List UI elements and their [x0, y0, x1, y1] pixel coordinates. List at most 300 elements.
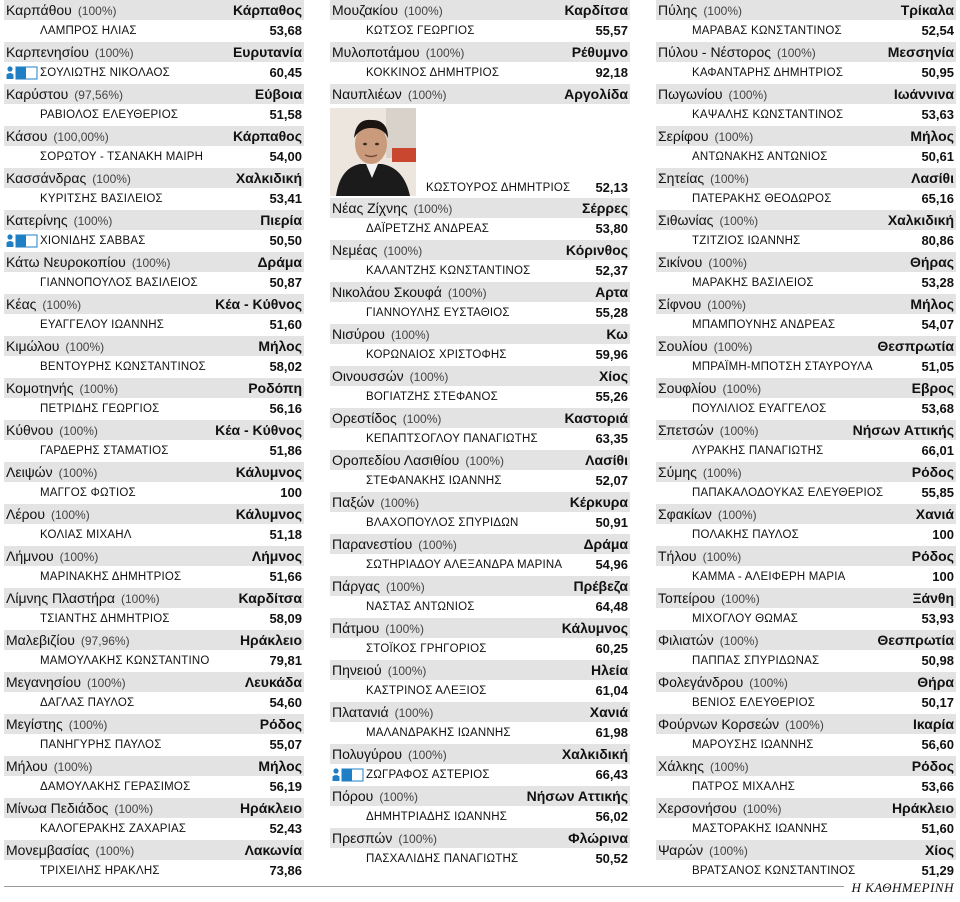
- result-entry: [656, 42, 956, 84]
- mayor-name: ΣΤΟΪΚΟΣ ΓΡΗΓΟΡΙΟΣ: [366, 643, 487, 655]
- result-entry: [656, 672, 956, 714]
- coverage-percent: (100%): [703, 4, 742, 18]
- coverage-percent: (100%): [379, 790, 418, 804]
- municipality-label: Μεγανησίου: [6, 674, 81, 690]
- municipality-label: Σφακίων: [658, 506, 712, 522]
- vote-percentage: 54,96: [595, 557, 628, 572]
- prefecture-name: Καρδίτσα: [564, 2, 628, 18]
- coverage-percent: (100%): [131, 256, 171, 270]
- municipality-label: Καρπενησίου: [6, 44, 89, 60]
- vote-percentage: 53,28: [921, 275, 954, 290]
- coverage-percent: (100%): [53, 760, 93, 774]
- municipality-label: Σιθωνίας: [658, 212, 714, 228]
- municipality-name: [658, 337, 752, 356]
- mayor-name: ΚΑΨΑΛΗΣ ΚΩΝΣΤΑΝΤΙΝΟΣ: [692, 109, 844, 121]
- prefecture-name: Ευρυτανία: [232, 44, 302, 60]
- prefecture-name: Μήλος: [910, 128, 954, 144]
- mayor-name: ΤΡΙΧΕΙΛΗΣ ΗΡΑΚΛΗΣ: [40, 865, 160, 877]
- municipality-name: [658, 253, 747, 272]
- municipality-name: [6, 715, 107, 734]
- municipality-name: [6, 841, 134, 860]
- municipality-name: [658, 547, 741, 566]
- result-entry: [330, 576, 630, 618]
- mayor-name: ΚΑΦΑΝΤΑΡΗΣ ΔΗΜΗΤΡΙΟΣ: [692, 67, 844, 79]
- municipality-label: Φολεγάνδρου: [658, 674, 744, 690]
- municipality-name: [332, 703, 433, 722]
- result-entry: [656, 630, 956, 672]
- municipality-label: Κομοτηνής: [6, 380, 74, 396]
- results-column-2: [330, 0, 630, 870]
- municipality-label: Νεμέας: [332, 242, 378, 258]
- municipality-label: Φούρνων Κορσεών: [658, 716, 780, 732]
- coverage-percent: (100%): [404, 4, 443, 18]
- vote-percentage: 100: [932, 527, 954, 542]
- mayor-name: ΣΟΥΛΙΩΤΗΣ ΝΙΚΟΛΑΟΣ: [40, 67, 170, 79]
- municipality-label: Πλατανιά: [332, 704, 389, 720]
- mayor-name: ΝΑΣΤΑΣ ΑΝΤΩΝΙΟΣ: [366, 601, 475, 613]
- result-entry: [330, 828, 630, 870]
- coverage-percent: (100%): [719, 634, 759, 648]
- result-entry: [656, 252, 956, 294]
- municipality-label: Παξών: [332, 494, 375, 510]
- mayor-name: ΒΡΑΤΣΑΝΟΣ ΚΩΝΣΤΑΝΤΙΝΟΣ: [692, 865, 856, 877]
- municipality-name: [658, 841, 748, 860]
- prefecture-name: Ροδόπη: [248, 380, 302, 396]
- municipality-name: [332, 409, 441, 428]
- result-entry: [4, 840, 304, 882]
- municipality-name: [6, 211, 112, 230]
- municipality-label: Πύλου - Νέστορος: [658, 44, 772, 60]
- result-entry: [656, 840, 956, 882]
- result-entry: [4, 168, 304, 210]
- prefecture-name: Λήμνος: [251, 548, 302, 564]
- municipality-label: Χάλκης: [658, 758, 704, 774]
- result-entry: [4, 630, 304, 672]
- prefecture-name: Ρόδος: [259, 716, 302, 732]
- vote-percentage: 54,60: [269, 695, 302, 710]
- mayor-name: ΒΕΝΙΟΣ ΕΛΕΥΘΕΡΙΟΣ: [692, 697, 816, 709]
- mayor-name: ΜΑΜΟΥΛΑΚΗΣ ΚΩΝΣΤΑΝΤΙΝΟ: [40, 655, 210, 667]
- coverage-percent: (100%): [383, 244, 423, 258]
- mayor-name: ΜΠΑΜΠΟΥΝΗΣ ΑΝΔΡΕΑΣ: [692, 319, 836, 331]
- municipality-name: [332, 199, 452, 218]
- result-entry: [4, 714, 304, 756]
- result-entry: [656, 336, 956, 378]
- prefecture-name: Κάρπαθος: [232, 128, 302, 144]
- coverage-percent: (100%): [728, 88, 768, 102]
- municipality-label: Καρπάθου: [6, 2, 72, 18]
- prefecture-name: Λακωνία: [244, 842, 302, 858]
- coverage-percent: (100%): [714, 130, 754, 144]
- coverage-percent: (100%): [380, 496, 420, 510]
- vote-percentage: 53,63: [921, 107, 954, 122]
- result-entry: [656, 126, 956, 168]
- vote-percentage: 53,93: [921, 611, 954, 626]
- mayor-name: ΠΑΤΡΟΣ ΜΙΧΑΛΗΣ: [692, 781, 796, 793]
- result-entry: [4, 378, 304, 420]
- result-entry: [656, 168, 956, 210]
- coverage-percent: (100%): [465, 454, 505, 468]
- mayor-name: ΚΟΚΚΙΝΟΣ ΔΗΜΗΤΡΙΟΣ: [366, 67, 500, 79]
- municipality-name: [6, 169, 131, 188]
- vote-percentage: 60,45: [269, 65, 302, 80]
- municipality-name: [332, 325, 430, 344]
- prefecture-name: Ηράκλειο: [891, 800, 954, 816]
- prefecture-name: Ικαρία: [913, 716, 954, 732]
- coverage-percent: (100%): [742, 802, 782, 816]
- coverage-percent: (100%): [59, 550, 99, 564]
- coverage-percent: (100%): [387, 664, 427, 678]
- prefecture-name: Κέα - Κύθνος: [215, 296, 302, 312]
- municipality-name: [658, 631, 758, 650]
- mayor-name: ΣΟΡΩΤΟΥ - ΤΣΑΝΑΚΗ ΜΑΙΡΗ: [40, 151, 204, 163]
- coverage-percent: (100%): [709, 760, 749, 774]
- mayor-portrait: [330, 108, 416, 196]
- prefecture-name: Κω: [606, 326, 628, 342]
- vote-percentage: 52,13: [595, 180, 628, 195]
- prefecture-name: Λασίθι: [911, 170, 954, 186]
- result-entry: [4, 294, 304, 336]
- party-flag-icon: [6, 234, 38, 248]
- result-entry: [656, 294, 956, 336]
- mayor-name: ΠΟΛΑΚΗΣ ΠΑΥΛΟΣ: [692, 529, 799, 541]
- coverage-percent: (100%): [713, 340, 753, 354]
- municipality-name: [6, 463, 97, 482]
- vote-percentage: 79,81: [269, 653, 302, 668]
- vote-percentage: 61,98: [595, 725, 628, 740]
- coverage-percent: (100%): [749, 676, 788, 690]
- prefecture-name: Εύβοια: [254, 86, 302, 102]
- mayor-name: ΛΑΜΠΡΟΣ ΗΛΙΑΣ: [40, 25, 137, 37]
- mayor-name: ΕΥΑΓΓΕΛΟΥ ΙΩΑΝΝΗΣ: [40, 319, 165, 331]
- prefecture-name: Εβρος: [911, 380, 954, 396]
- vote-percentage: 50,50: [269, 233, 302, 248]
- municipality-label: Φιλιατών: [658, 632, 714, 648]
- municipality-label: Πύλης: [658, 2, 698, 18]
- municipality-name: [658, 757, 749, 776]
- mayor-name: ΒΟΓΙΑΤΖΗΣ ΣΤΕΦΑΝΟΣ: [366, 391, 498, 403]
- footer-divider: [4, 886, 844, 887]
- prefecture-name: Χανιά: [915, 506, 954, 522]
- municipality-label: Χερσονήσου: [658, 800, 737, 816]
- result-entry: [4, 504, 304, 546]
- vote-percentage: 56,19: [269, 779, 302, 794]
- vote-percentage: 54,07: [921, 317, 954, 332]
- municipality-label: Μήλου: [6, 758, 48, 774]
- municipality-name: [6, 295, 81, 314]
- result-entry: [330, 492, 630, 534]
- prefecture-name: Θεσπρωτία: [877, 338, 954, 354]
- municipality-name: [658, 169, 749, 188]
- result-entry: [656, 546, 956, 588]
- result-entry: [330, 660, 630, 702]
- mayor-name: ΖΩΓΡΑΦΟΣ ΑΣΤΕΡΙΟΣ: [366, 769, 490, 781]
- prefecture-name: Λασίθι: [585, 452, 628, 468]
- municipality-label: Κέας: [6, 296, 37, 312]
- prefecture-name: Ρόδος: [911, 464, 954, 480]
- result-entry: [656, 378, 956, 420]
- mayor-name: ΜΑΡΑΚΗΣ ΒΑΣΙΛΕΙΟΣ: [692, 277, 814, 289]
- municipality-label: Σίφνου: [658, 296, 702, 312]
- mayor-name: ΠΕΤΡΙΔΗΣ ΓΕΩΡΓΙΟΣ: [40, 403, 160, 415]
- vote-percentage: 51,05: [921, 359, 954, 374]
- result-entry: [330, 0, 630, 42]
- municipality-label: Μυλοποτάμου: [332, 44, 420, 60]
- municipality-name: [332, 43, 464, 62]
- municipality-label: Πάργας: [332, 578, 381, 594]
- coverage-percent: (100%): [402, 412, 442, 426]
- mayor-name: ΜΑΣΤΟΡΑΚΗΣ ΙΩΑΝΝΗΣ: [692, 823, 828, 835]
- municipality-name: [658, 799, 782, 818]
- municipality-name: [658, 379, 761, 398]
- prefecture-name: Χαλκιδική: [887, 212, 954, 228]
- vote-percentage: 100: [280, 485, 302, 500]
- vote-percentage: 73,86: [269, 863, 302, 878]
- municipality-label: Μουζακίου: [332, 2, 398, 18]
- result-entry: [330, 702, 630, 744]
- coverage-percent: (100%): [425, 46, 465, 60]
- prefecture-name: Ηράκλειο: [239, 800, 302, 816]
- municipality-label: Μαλεβιζίου: [6, 632, 75, 648]
- municipality-name: [6, 631, 130, 650]
- result-entry: [656, 798, 956, 840]
- vote-percentage: 50,61: [921, 149, 954, 164]
- vote-percentage: 52,43: [269, 821, 302, 836]
- prefecture-name: Μήλος: [910, 296, 954, 312]
- coverage-percent: (100%): [77, 4, 117, 18]
- mayor-name: ΓΑΡΔΕΡΗΣ ΣΤΑΜΑΤΙΟΣ: [40, 445, 169, 457]
- result-entry: [4, 336, 304, 378]
- coverage-percent: (100%): [51, 508, 90, 522]
- coverage-percent: (100%): [92, 172, 131, 186]
- vote-percentage: 54,00: [269, 149, 302, 164]
- mayor-name: ΛΥΡΑΚΗΣ ΠΑΝΑΓΙΩΤΗΣ: [692, 445, 824, 457]
- vote-percentage: 51,60: [269, 317, 302, 332]
- result-entry: [330, 366, 630, 408]
- prefecture-name: Ιωάννινα: [893, 86, 954, 102]
- mayor-name: ΒΕΝΤΟΥΡΗΣ ΚΩΝΣΤΑΝΤΙΝΟΣ: [40, 361, 206, 373]
- municipality-name: [658, 1, 742, 20]
- coverage-percent: (100%): [94, 46, 134, 60]
- municipality-name: [658, 715, 824, 734]
- municipality-label: Νισύρου: [332, 326, 385, 342]
- result-entry: [4, 798, 304, 840]
- mayor-name: ΜΠΡΑΪΜΗ-ΜΠΟΤΣΗ ΣΤΑΥΡΟΥΛΑ: [692, 361, 873, 373]
- municipality-label: Κατερίνης: [6, 212, 68, 228]
- municipality-name: [332, 829, 437, 848]
- mayor-name: ΚΑΜΜΑ - ΑΛΕΙΦΕΡΗ ΜΑΡΙΑ: [692, 571, 846, 583]
- municipality-label: Πόρου: [332, 788, 374, 804]
- vote-percentage: 50,91: [595, 515, 628, 530]
- vote-percentage: 58,09: [269, 611, 302, 626]
- municipality-name: [332, 241, 422, 260]
- vote-percentage: 66,43: [595, 767, 628, 782]
- mayor-name: ΜΑΛΑΝΔΡΑΚΗΣ ΙΩΑΝΝΗΣ: [366, 727, 511, 739]
- prefecture-name: Κάρπαθος: [232, 2, 302, 18]
- coverage-percent: (100%): [385, 622, 424, 636]
- coverage-percent: (100%): [59, 424, 98, 438]
- municipality-label: Πηνειού: [332, 662, 382, 678]
- coverage-percent: (100%): [722, 382, 762, 396]
- vote-percentage: 53,41: [269, 191, 302, 206]
- prefecture-name: Καρδίτσα: [238, 590, 302, 606]
- result-entry: [656, 420, 956, 462]
- vote-percentage: 52,54: [921, 23, 954, 38]
- prefecture-name: Κόρινθος: [565, 242, 628, 258]
- coverage-percent: (100%): [785, 718, 824, 732]
- coverage-percent: (100%): [42, 298, 82, 312]
- prefecture-name: Δράμα: [583, 536, 628, 552]
- result-entry: [330, 450, 630, 492]
- mayor-name: ΑΝΤΩΝΑΚΗΣ ΑΝΤΩΝΙΟΣ: [692, 151, 828, 163]
- municipality-label: Λήμνου: [6, 548, 54, 564]
- coverage-percent: (100%): [702, 466, 742, 480]
- municipality-label: Πάτμου: [332, 620, 380, 636]
- coverage-percent: (100%): [719, 424, 759, 438]
- prefecture-name: Ξάνθη: [912, 590, 954, 606]
- mayor-name: ΣΤΕΦΑΝΑΚΗΣ ΙΩΑΝΝΗΣ: [366, 475, 502, 487]
- prefecture-name: Θεσπρωτία: [877, 632, 954, 648]
- prefecture-name: Καστοριά: [564, 410, 628, 426]
- vote-percentage: 51,29: [921, 863, 954, 878]
- coverage-percent: (100%): [394, 706, 434, 720]
- prefecture-name: Ρόδος: [911, 758, 954, 774]
- coverage-percent: (100%): [777, 46, 816, 60]
- vote-percentage: 64,48: [595, 599, 628, 614]
- coverage-percent: (100%): [721, 592, 760, 606]
- municipality-label: Πρεσπών: [332, 830, 393, 846]
- prefecture-name: Θήρας: [910, 254, 954, 270]
- mayor-name: ΚΩΤΣΟΣ ΓΕΩΡΓΙΟΣ: [366, 25, 475, 37]
- municipality-name: [658, 589, 760, 608]
- vote-percentage: 51,60: [921, 821, 954, 836]
- mayor-name: ΚΑΛΟΓΕΡΑΚΗΣ ΖΑΧΑΡΙΑΣ: [40, 823, 187, 835]
- municipality-name: [6, 127, 109, 146]
- coverage-percent: (100%): [409, 370, 449, 384]
- result-entry: [330, 240, 630, 282]
- party-flag-icon: [6, 66, 38, 80]
- vote-percentage: 50,17: [921, 695, 954, 710]
- mayor-name: ΠΑΝΗΓΥΡΗΣ ΠΑΥΛΟΣ: [40, 739, 162, 751]
- mayor-name: ΚΑΛΑΝΤΖΗΣ ΚΩΝΣΤΑΝΤΙΝΟΣ: [366, 265, 531, 277]
- result-entry: [656, 504, 956, 546]
- result-entry: [330, 408, 630, 450]
- coverage-percent: (100%): [386, 580, 425, 594]
- vote-percentage: 52,37: [595, 263, 628, 278]
- vote-percentage: 58,02: [269, 359, 302, 374]
- mayor-name: ΧΙΟΝΙΔΗΣ ΣΑΒΒΑΣ: [40, 235, 146, 247]
- vote-percentage: 53,68: [921, 401, 954, 416]
- municipality-label: Παρανεστίου: [332, 536, 413, 552]
- municipality-name: [658, 85, 767, 104]
- result-entry: [4, 84, 304, 126]
- municipality-name: [6, 673, 126, 692]
- result-entry: [4, 672, 304, 714]
- coverage-percent: (100%): [390, 328, 430, 342]
- result-entry: [330, 282, 630, 324]
- result-entry: [4, 126, 304, 168]
- prefecture-name: Ηλεία: [590, 662, 628, 678]
- vote-percentage: 52,07: [595, 473, 628, 488]
- prefecture-name: Κάλυμνος: [235, 506, 302, 522]
- vote-percentage: 55,07: [269, 737, 302, 752]
- municipality-name: [6, 85, 123, 104]
- prefecture-name: Σέρρες: [582, 200, 628, 216]
- result-entry: [656, 714, 956, 756]
- result-entry: [330, 42, 630, 84]
- municipality-name: [658, 43, 816, 62]
- municipality-name: [658, 421, 758, 440]
- municipality-name: [6, 757, 92, 776]
- mayor-name: ΚΩΣΤΟΥΡΟΣ ΔΗΜΗΤΡΙΟΣ: [426, 182, 571, 194]
- coverage-percent: (100%): [114, 802, 154, 816]
- municipality-name: [332, 451, 504, 470]
- prefecture-name: Τρίκαλα: [900, 2, 954, 18]
- vote-percentage: 53,80: [595, 221, 628, 236]
- vote-percentage: 55,28: [595, 305, 628, 320]
- municipality-label: Λέρου: [6, 506, 45, 522]
- municipality-label: Κάτω Νευροκοπίου: [6, 254, 126, 270]
- municipality-name: [6, 379, 118, 398]
- prefecture-name: Ρέθυμνο: [571, 44, 628, 60]
- vote-percentage: 59,96: [595, 347, 628, 362]
- municipality-name: [658, 505, 757, 524]
- prefecture-name: Ηράκλειο: [239, 632, 302, 648]
- result-entry: [656, 0, 956, 42]
- mayor-name: ΠΑΠΠΑΣ ΣΠΥΡΙΔΩΝΑΣ: [692, 655, 820, 667]
- municipality-name: [6, 253, 171, 272]
- municipality-name: [6, 337, 104, 356]
- prefecture-name: Χαλκιδική: [235, 170, 302, 186]
- mayor-name: ΜΑΡΑΒΑΣ ΚΩΝΣΤΑΝΤΙΝΟΣ: [692, 25, 842, 37]
- mayor-name: ΓΙΑΝΝΟΥΛΗΣ ΕΥΣΤΑΘΙΟΣ: [366, 307, 510, 319]
- party-flag-icon: [332, 768, 364, 782]
- coverage-percent: (100%): [65, 340, 105, 354]
- result-entry: [330, 618, 630, 660]
- municipality-label: Ψαρών: [658, 842, 704, 858]
- vote-percentage: 50,52: [595, 851, 628, 866]
- vote-percentage: 51,58: [269, 107, 302, 122]
- coverage-percent: (100%): [408, 748, 447, 762]
- municipality-name: [6, 547, 98, 566]
- vote-percentage: 50,98: [921, 653, 954, 668]
- coverage-percent: (100%): [709, 844, 748, 858]
- mayor-name: ΚΕΠΑΠΤΣΟΓΛΟΥ ΠΑΝΑΓΙΩΤΗΣ: [366, 433, 538, 445]
- coverage-percent: (100%): [447, 286, 487, 300]
- vote-percentage: 60,25: [595, 641, 628, 656]
- coverage-percent: (100%): [418, 538, 457, 552]
- prefecture-name: Αργολίδα: [564, 86, 628, 102]
- municipality-label: Μεγίστης: [6, 716, 63, 732]
- mayor-name: ΚΟΛΙΑΣ ΜΙΧΑΗΛ: [40, 529, 132, 541]
- municipality-label: Κύθνου: [6, 422, 54, 438]
- prefecture-name: Λευκάδα: [244, 674, 302, 690]
- vote-percentage: 56,02: [595, 809, 628, 824]
- mayor-name: ΚΟΡΩΝΑΙΟΣ ΧΡΙΣΤΟΦΗΣ: [366, 349, 507, 361]
- coverage-percent: (97,56%): [74, 88, 123, 102]
- vote-percentage: 50,95: [921, 65, 954, 80]
- coverage-percent: (100%): [398, 832, 438, 846]
- municipality-label: Μίνωα Πεδιάδος: [6, 800, 109, 816]
- result-entry: [4, 420, 304, 462]
- vote-percentage: 53,68: [269, 23, 302, 38]
- municipality-name: [332, 283, 487, 302]
- municipality-label: Κάσου: [6, 128, 48, 144]
- municipality-name: [332, 367, 448, 386]
- municipality-name: [6, 799, 153, 818]
- municipality-label: Κασσάνδρας: [6, 170, 87, 186]
- municipality-label: Λίμνης Πλαστήρα: [6, 590, 115, 606]
